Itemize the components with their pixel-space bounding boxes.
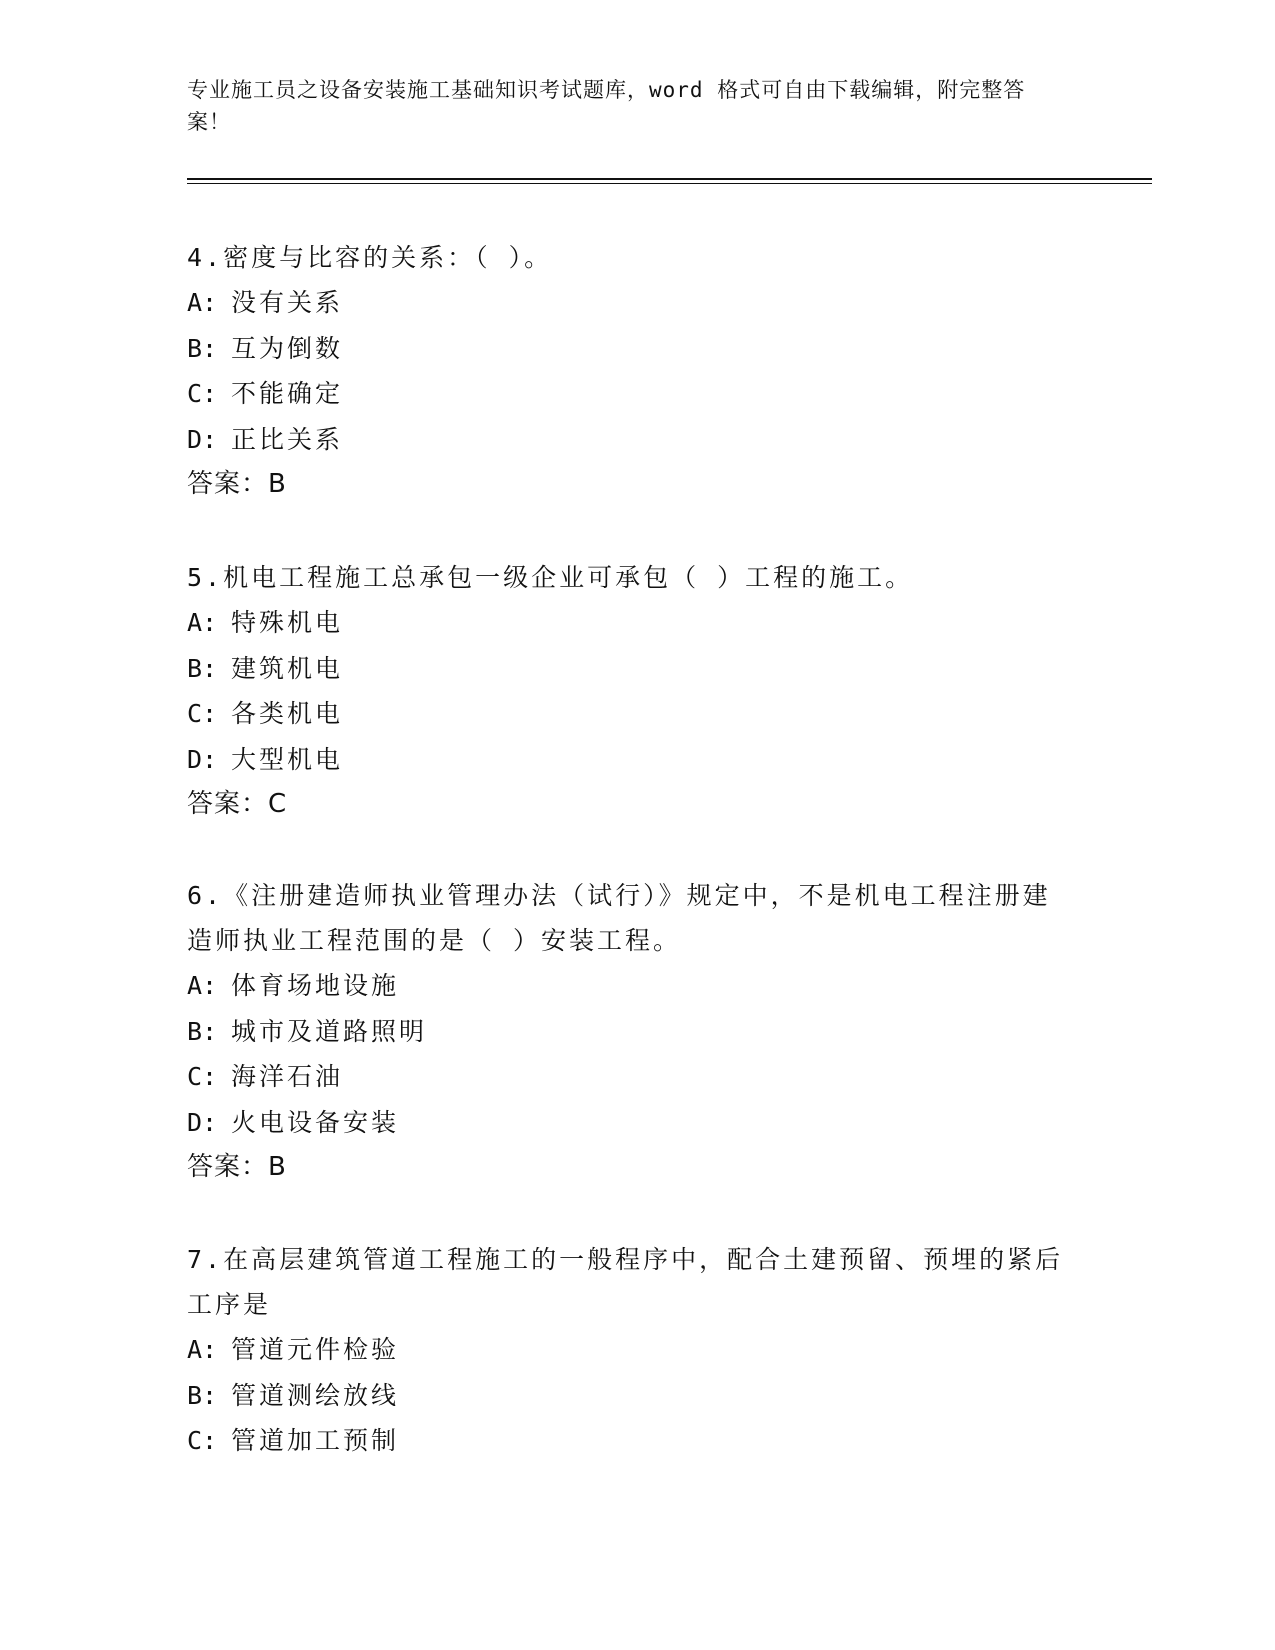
option-c [187, 1418, 1067, 1464]
option-a [187, 963, 1067, 1009]
option-d [187, 1100, 1067, 1146]
option-text: 没有关系 [231, 288, 344, 317]
question-title: 5.机电工程施工总承包一级企业可承包（ ）工程的施工。 [187, 563, 914, 592]
option-c [187, 1054, 1067, 1100]
option-key: B: [187, 1016, 218, 1046]
option-key: C: [187, 699, 218, 728]
question-title: 4.密度与比容的关系：（ ）。 [187, 243, 553, 272]
question-block [187, 1237, 1067, 1464]
header-divider-thin [187, 183, 1152, 184]
option-text: 城市及道路照明 [231, 1016, 428, 1046]
option-b [187, 1009, 1067, 1055]
option-key: A: [187, 971, 218, 1000]
option-text: 互为倒数 [231, 333, 344, 363]
option-b [187, 646, 1067, 692]
option-text: 不能确定 [231, 379, 344, 408]
option-a [187, 600, 1067, 646]
option-key: D: [187, 424, 218, 454]
option-key: C: [187, 1062, 218, 1091]
option-c [187, 691, 1067, 737]
option-text: 管道元件检验 [231, 1335, 400, 1364]
option-b [187, 1373, 1067, 1419]
option-key: D: [187, 744, 218, 774]
question-title: 6.《注册建造师执业管理办法（试行）》规定中，不是机电工程注册建造师执业工程范围的是（ ）安装工程。 [187, 881, 1051, 955]
header-divider-thick [187, 178, 1152, 180]
option-key: B: [187, 653, 218, 683]
option-text: 海洋石油 [231, 1062, 344, 1091]
option-key: C: [187, 379, 218, 408]
document-header: 专业施工员之设备安装施工基础知识考试题库，word 格式可自由下载编辑，附完整答案！ [187, 78, 1026, 134]
option-d [187, 737, 1067, 783]
option-text: 特殊机电 [231, 608, 344, 637]
option-d [187, 417, 1067, 463]
option-a [187, 280, 1067, 326]
option-key: D: [187, 1107, 218, 1137]
answer: 答案：B [187, 469, 287, 499]
option-text: 体育场地设施 [231, 971, 400, 1000]
option-text: 正比关系 [231, 424, 344, 454]
option-key: A: [187, 1335, 218, 1364]
option-a [187, 1327, 1067, 1373]
answer: 答案：C [187, 789, 288, 819]
option-b [187, 326, 1067, 372]
option-c [187, 371, 1067, 417]
option-text: 建筑机电 [231, 653, 344, 683]
option-text: 各类机电 [231, 699, 344, 728]
question-block [187, 235, 1067, 507]
option-text: 管道测绘放线 [231, 1380, 400, 1410]
option-text: 火电设备安装 [231, 1107, 400, 1137]
option-text: 大型机电 [231, 744, 344, 774]
question-title: 7.在高层建筑管道工程施工的一般程序中，配合土建预留、预埋的紧后工序是 [187, 1245, 1064, 1319]
option-key: B: [187, 333, 218, 363]
option-key: A: [187, 288, 218, 317]
option-text: 管道加工预制 [231, 1426, 400, 1455]
answer: 答案：B [187, 1152, 287, 1182]
option-key: B: [187, 1380, 218, 1410]
option-key: C: [187, 1426, 218, 1455]
question-block [187, 555, 1067, 827]
question-block [187, 873, 1067, 1190]
option-key: A: [187, 608, 218, 637]
